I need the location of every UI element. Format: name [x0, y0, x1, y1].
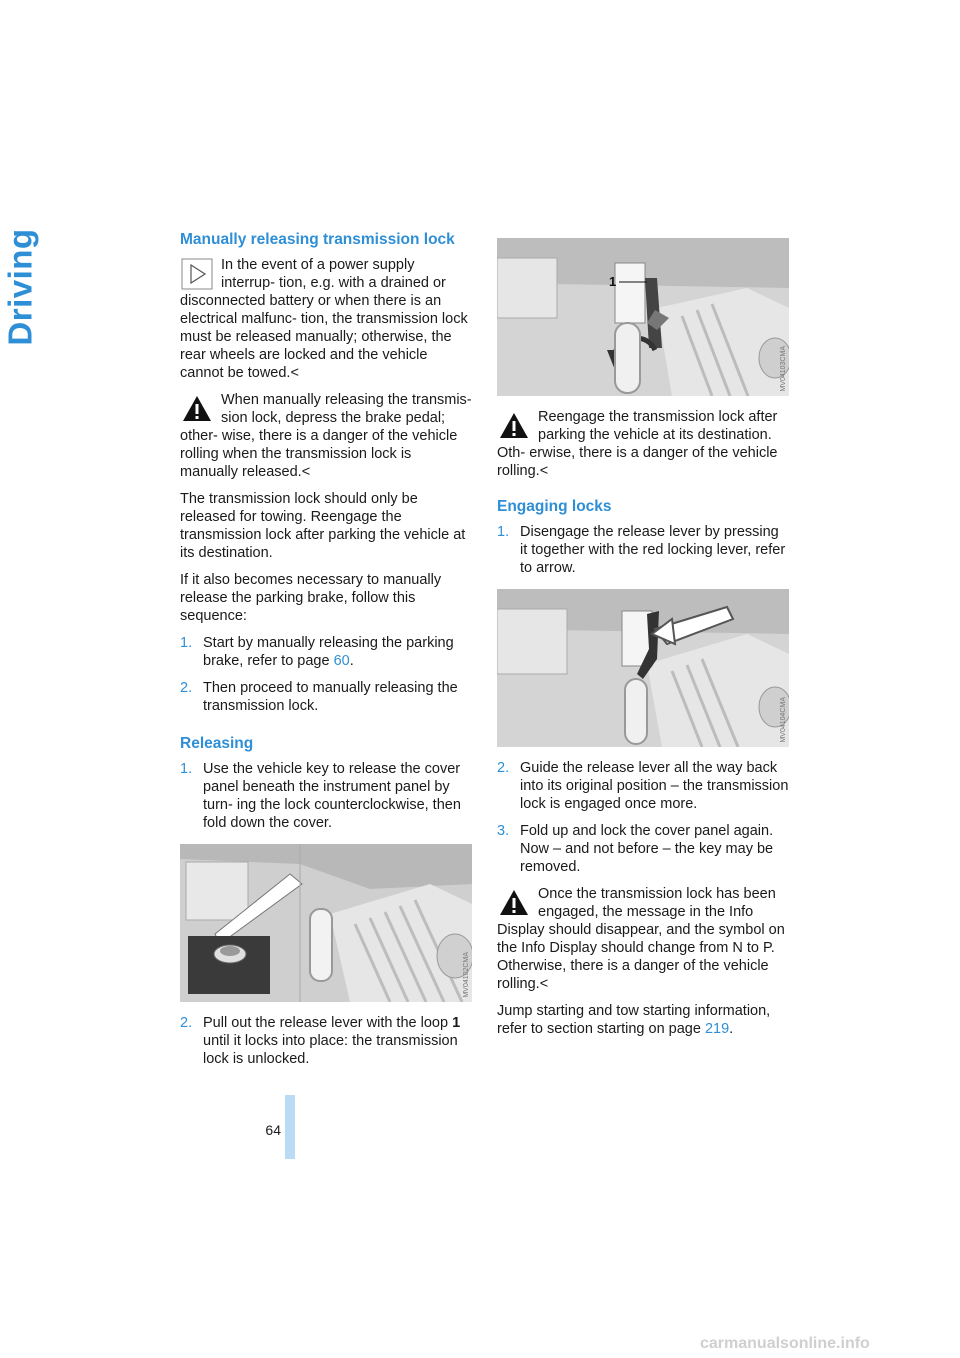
- warning-icon: [498, 410, 530, 442]
- list-number: 1.: [497, 524, 510, 540]
- sequence-list: [180, 634, 472, 715]
- list-text: Pull out the release lever with the loop: [203, 1015, 453, 1031]
- warning-icon: [181, 393, 213, 425]
- cover-panel-illustration: [180, 844, 472, 1002]
- page-link[interactable]: 219: [704, 1021, 730, 1037]
- releasing-steps: [180, 760, 472, 832]
- list-text-end: .: [349, 653, 354, 669]
- list-number: 2.: [180, 680, 193, 696]
- locking-lever-illustration: [497, 589, 789, 747]
- release-lever-figure: [497, 238, 789, 396]
- list-item: [180, 1014, 472, 1068]
- list-item: [497, 759, 789, 813]
- warning-text: Reengage the transmission lock after parking the vehicle at its destination. Oth- erwise, there is a danger of the vehicle rolling.<: [497, 409, 778, 479]
- list-text: Disengage the release lever by pressing it together with the red locking lever, refer to arrow.: [520, 524, 786, 576]
- figure-code: MV04103CMA: [780, 346, 787, 392]
- locking-lever-figure: [497, 589, 789, 747]
- release-lever-illustration: [497, 238, 789, 396]
- note-block: [180, 256, 472, 382]
- watermark: carmanualsonline.info: [700, 1335, 870, 1352]
- warning-text: When manually releasing the transmis- sion lock, depress the brake pedal; other- wise, there is a danger of the vehicle rolling when the transmission lock is manually released.<: [180, 392, 472, 480]
- right-column: [497, 230, 789, 1047]
- left-column: [180, 230, 472, 1077]
- paragraph-text: Jump starting and tow starting information, refer to section starting on page: [497, 1003, 771, 1037]
- list-item: [180, 760, 472, 832]
- figure-callout: 1: [609, 274, 617, 289]
- engaging-steps-cont: [497, 759, 789, 876]
- cover-panel-figure: [180, 844, 472, 1002]
- note-text: In the event of a power supply interrup- tion, e.g. with a drained or disconnected battery or when there is an electrical malfunc- tion, the transmission lock must be released manually; otherwise, the rear wheels are locked and the vehicle cannot be towed.<: [180, 257, 468, 381]
- releasing-steps-cont: [180, 1014, 472, 1068]
- heading-releasing: Releasing: [180, 735, 254, 752]
- paragraph: If it also becomes necessary to manually release the parking brake, follow this sequence:: [180, 572, 442, 624]
- warning-block: [497, 885, 789, 993]
- heading-manual-release: Manually releasing transmission lock: [180, 231, 455, 248]
- note-icon: [181, 258, 213, 290]
- list-number: 1.: [180, 635, 193, 651]
- figure-code: MV04104CMA: [780, 697, 787, 743]
- list-number: 2.: [180, 1015, 193, 1031]
- list-item: [497, 523, 789, 577]
- warning-text: Once the transmission lock has been engaged, the message in the Info Display should disappear, and the symbol on the Info Display should change from N to P. Otherwise, there is a danger of the vehicle rolling.<: [497, 886, 785, 992]
- page-number: 64: [265, 1122, 281, 1138]
- list-item: [497, 822, 789, 876]
- section-side-tab: [0, 228, 40, 346]
- list-text: Then proceed to manually releasing the transmission lock.: [203, 680, 458, 714]
- list-number: 1.: [180, 761, 193, 777]
- list-text: Use the vehicle key to release the cover panel beneath the instrument panel by turn- ing the lock counterclockwise, then fold down the cover.: [203, 761, 461, 831]
- figure-code: MV04102CMA: [463, 952, 470, 998]
- list-item: [180, 634, 472, 670]
- list-text: Start by manually releasing the parking brake, refer to page: [203, 635, 454, 669]
- list-number: 3.: [497, 823, 510, 839]
- list-number: 2.: [497, 760, 510, 776]
- list-text: Guide the release lever all the way back into its original position – the transmission lock is engaged once more.: [520, 760, 789, 812]
- warning-block: [497, 408, 789, 480]
- section-title: Driving: [1, 228, 39, 346]
- heading-engaging-locks: Engaging locks: [497, 498, 612, 515]
- page-link[interactable]: 60: [333, 653, 350, 669]
- list-text: Fold up and lock the cover panel again. Now – and not before – the key may be removed.: [520, 823, 774, 875]
- warning-block: [180, 391, 472, 481]
- list-text-end: until it locks into place: the transmission lock is unlocked.: [203, 1033, 458, 1067]
- list-item: [180, 679, 472, 715]
- engaging-steps: [497, 523, 789, 577]
- paragraph: The transmission lock should only be released for towing. Reengage the transmission lock after parking the vehicle at its destination.: [180, 491, 466, 561]
- warning-icon: [498, 887, 530, 919]
- page-number-bar: [285, 1095, 295, 1159]
- paragraph-text-end: .: [729, 1021, 734, 1037]
- paragraph: [497, 1002, 789, 1038]
- callout-ref: 1: [452, 1015, 461, 1031]
